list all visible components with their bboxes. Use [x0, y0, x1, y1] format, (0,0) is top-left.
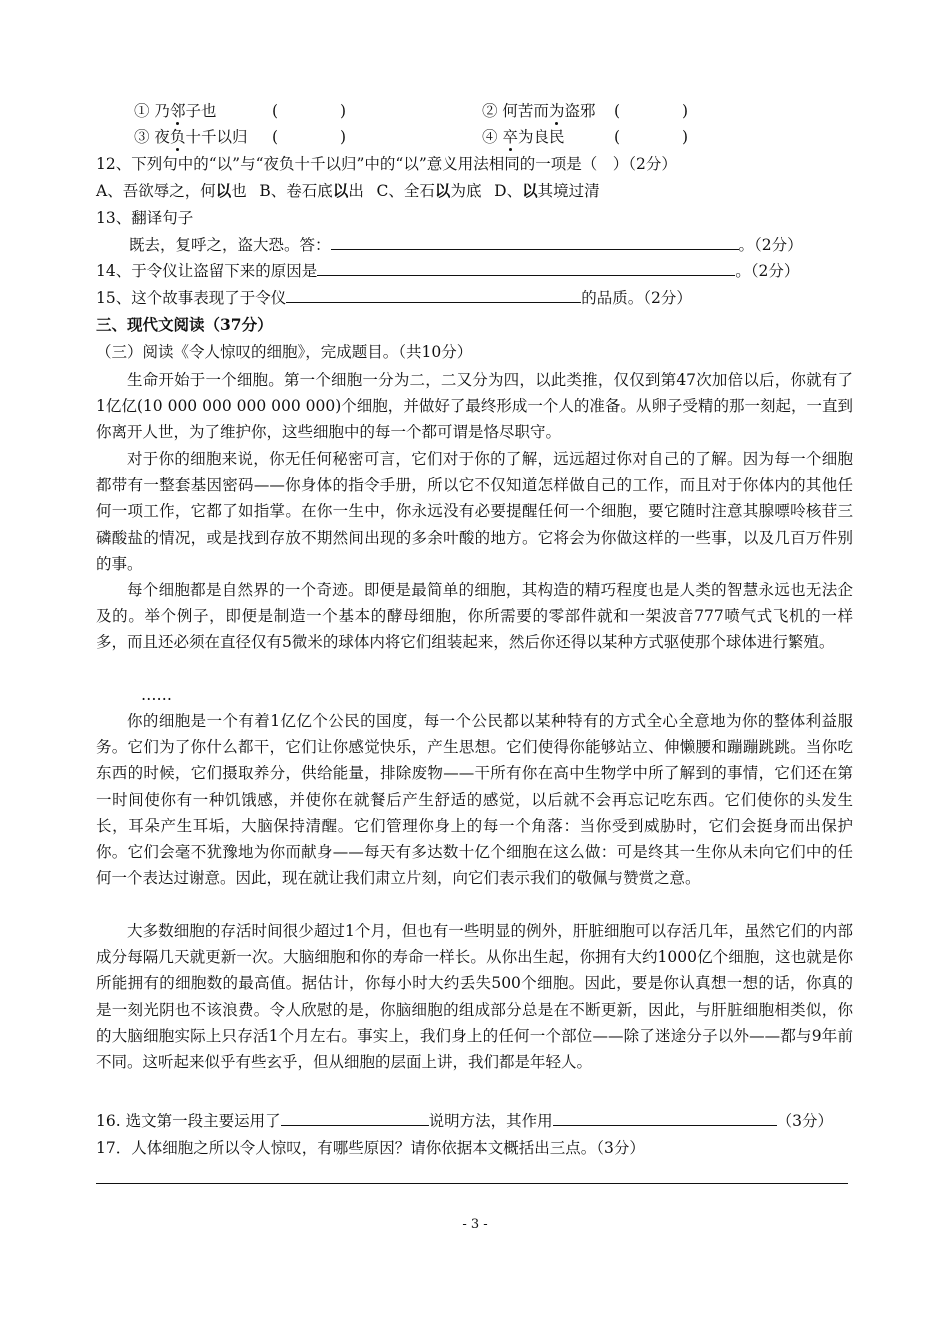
q11-item-4-post: 为良民	[517, 128, 565, 146]
q12-option-b-pre: B、卷石底	[259, 182, 333, 200]
q11-item-2-answer[interactable]: ( )	[614, 102, 689, 120]
q11-item-3-post: 十千以归	[185, 128, 248, 146]
q11-item-2-post: 盗邪	[564, 102, 596, 120]
q12-stem: 12、下列句中的“以”与“夜负十千以归”中的“以”意义用法相同的一项是（ ）（2分）	[96, 155, 677, 173]
q11-item-4-dotted-char: 卒	[502, 128, 518, 146]
q15-answer-blank[interactable]	[286, 286, 581, 303]
q13-sentence: 既去，复呼之，盗大恐。答：	[129, 236, 331, 254]
q15-stem: 15、这个故事表现了于令仪	[96, 289, 287, 307]
q11-item-3	[134, 124, 247, 150]
q11-item-1-answer[interactable]: ( )	[272, 102, 347, 120]
q12-option-d-post: 其境过清	[537, 182, 600, 200]
q11-item-1-post: 子也	[185, 102, 217, 120]
q11-item-1-pre: ① 乃	[134, 102, 170, 120]
q12-option-b[interactable]	[259, 182, 363, 200]
passage-paragraph-2: 对于你的细胞来说，你无任何秘密可言，它们对于你的了解，远远超过你对自己的了解。因为每一个细胞都带有一整套基因密码——你身体的指令手册，所以它不仅知道怎样做自己的工作，而且对于你体内的其他任何一项工作，它都了如指掌。在你一生中，你永远没有必要提醒任何一个细胞，要它随时注意其腺嘌呤核苷三磷酸盐的情况，或是找到存放不期然间出现的多余叶酸的地方。它将会为你做这样的一些事，以及几百万件别的事。	[96, 450, 853, 573]
q16-stem: 16. 选文第一段主要运用了	[96, 1112, 281, 1130]
q12-option-a[interactable]	[96, 182, 247, 200]
section-3-subheading: （三）阅读《令人惊叹的细胞》，完成题目。（共10分）	[96, 343, 473, 361]
q12-option-c-post: 为底	[450, 182, 482, 200]
passage-paragraph-3: 每个细胞都是自然界的一个奇迹。即便是最简单的细胞，其构造的精巧程度也是人类的智慧永远也无法企及的。举个例子，即便是制造一个基本的酵母细胞，你所需要的零部件就和一架波音777喷气式飞机的一样多，而且还必须在直径仅有5微米的球体内将它们组装起来，然后你还得以某种方式驱使那个球体进行繁殖。	[96, 581, 853, 652]
q12-option-d-keyword: 以	[522, 181, 538, 200]
q14-stem: 14、于令仪让盗留下来的原因是	[96, 262, 318, 280]
q11-item-4-pre: ④	[482, 128, 503, 146]
q14-line	[96, 258, 799, 284]
q14-score: 。（2分）	[735, 262, 800, 280]
q13-answer-blank[interactable]	[331, 233, 739, 250]
q15-score: 的品质。（2分）	[581, 289, 692, 307]
q12-option-b-keyword: 以	[332, 181, 349, 200]
q17-stem: 17．人体细胞之所以令人惊叹，有哪些原因？请你依据本文概括出三点。（3分）	[96, 1139, 645, 1157]
q12-option-a-post: 也	[231, 182, 247, 200]
q12-option-b-post: 出	[348, 182, 364, 200]
q12-option-c[interactable]	[377, 182, 482, 200]
q12-option-d-pre: D、	[494, 182, 523, 200]
q12-option-c-pre: C、全石	[376, 182, 435, 200]
q14-answer-blank[interactable]	[317, 259, 735, 276]
q13-line	[129, 232, 803, 258]
q11-item-1	[134, 98, 216, 124]
q12-option-a-keyword: 以	[215, 181, 232, 200]
q12-option-c-keyword: 以	[434, 181, 451, 200]
page-number: - 3 -	[462, 1217, 488, 1232]
q13-score: 。（2分）	[738, 236, 803, 254]
q12-options	[96, 178, 600, 204]
q16-score: （3分）	[776, 1112, 833, 1130]
q11-item-3-answer[interactable]: ( )	[272, 128, 347, 146]
q13-title: 13、翻译句子	[96, 209, 194, 227]
passage-paragraph-4: 你的细胞是一个有着1亿亿个公民的国度，每一个公民都以某种特有的方式全心全意地为你的整体利益服务。它们为了你什么都干，它们让你感觉快乐，产生思想。它们使得你能够站立、伸懒腰和蹦蹦跳跳。当你吃东西的时候，它们摄取养分，供给能量，排除废物——干所有你在高中生物学中所了解到的事情，它们还在第一时间使你有一种饥饿感，并使你在就餐后产生舒适的感觉，以后就不会再忘记吃东西。它们使你的头发生长，耳朵产生耳垢，大脑保持清醒。它们管理你身上的每一个角落：当你受到威胁时，它们会挺身而出保护你。它们会毫不犹豫地为你而献身——每天有多达数十亿个细胞在这么做：可是终其一生你从未向它们中的任何一个表达过谢意。因此，现在就让我们肃立片刻，向它们表示我们的敬佩与赞赏之意。	[96, 712, 853, 888]
section-3-heading: 三、现代文阅读（37分）	[96, 315, 273, 334]
q15-line	[96, 285, 692, 311]
q16-method-blank[interactable]	[281, 1109, 429, 1126]
q11-item-2-pre: ② 何苦而	[482, 102, 549, 120]
q11-item-2-dotted-char: 为	[548, 102, 565, 120]
q11-item-4	[482, 124, 564, 150]
passage-paragraph-1: 生命开始于一个细胞。第一个细胞一分为二，二又分为四，以此类推，仅仅到第47次加倍以后，你就有了1亿亿(10 000 000 000 000 000)个细胞，并做好了最终形成一个人的准备。从卵子受精的那一刻起，一直到你离开人世，为了维护你，这些细胞中的每一个都可谓是恪尽职守。	[96, 371, 853, 442]
q12-option-d[interactable]	[494, 182, 599, 200]
q16-middle: 说明方法，其作用	[428, 1112, 553, 1130]
q11-item-2	[482, 98, 595, 124]
q11-item-1-dotted-char: 邻	[169, 102, 186, 120]
q11-item-3-dotted-char: 负	[169, 128, 186, 146]
q16-line	[96, 1108, 833, 1134]
passage-paragraph-5: 大多数细胞的存活时间很少超过1个月，但也有一些明显的例外，肝脏细胞可以存活几年，虽然它们的内部成分每隔几天就更新一次。大脑细胞和你的寿命一样长。从你出生起，你拥有大约1000亿个细胞，这也就是你所能拥有的细胞数的最高值。据估计，你每小时大约丢失500个细胞。因此，要是你认真想一想的话，你真的是一刻光阴也不该浪费。令人欣慰的是，你脑细胞的组成部分总是在不断更新，因此，与肝脏细胞相类似，你的大脑细胞实际上只存活1个月左右。事实上，我们身上的任何一个部位——除了迷途分子以外——都与9年前不同。这听起来似乎有些玄乎，但从细胞的层面上讲，我们都是年轻人。	[96, 922, 853, 1072]
q12-option-a-pre: A、吾欲辱之，何	[96, 182, 216, 200]
q16-effect-blank[interactable]	[553, 1109, 777, 1126]
q17-answer-line[interactable]	[96, 1183, 848, 1184]
q11-item-3-pre: ③ 夜	[134, 128, 170, 146]
passage-ellipsis: ……	[141, 686, 172, 704]
q11-item-4-answer[interactable]: ( )	[614, 128, 689, 146]
